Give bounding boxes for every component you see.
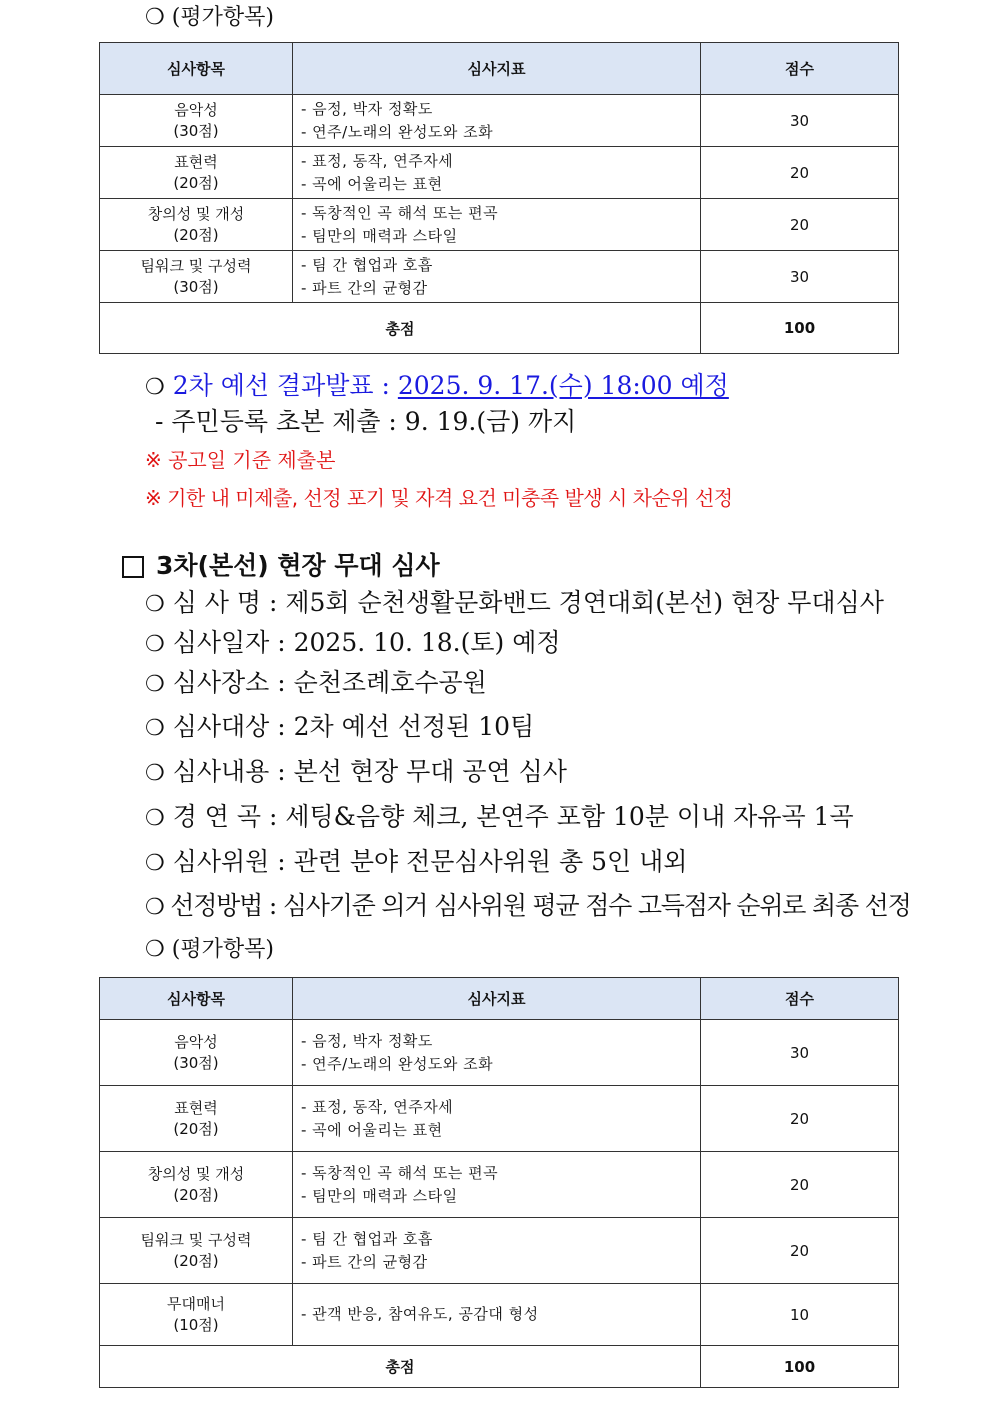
detail-key: 경 연 곡 — [172, 802, 262, 831]
indicator-cell: - 팀 간 협업과 호흡 - 파트 간의 균형감 — [293, 251, 701, 303]
header-indicator: 심사지표 — [293, 978, 701, 1020]
announce-line — [145, 366, 729, 402]
table-row — [100, 251, 899, 303]
header-indicator: 심사지표 — [293, 43, 701, 95]
eval-heading-bottom — [145, 932, 274, 963]
detail-value: 관련 분야 전문심사위원 총 5인 내외 — [293, 847, 688, 876]
note-line-1: ※ 공고일 기준 제출본 — [145, 448, 336, 472]
score-cell: 20 — [701, 1218, 899, 1284]
detail-value: 2차 예선 선정된 10팀 — [293, 712, 535, 741]
total-value: 100 — [701, 1346, 899, 1388]
eval-table-3rd — [99, 977, 899, 1388]
table-row — [100, 95, 899, 147]
item-cell: 표현력 (20점) — [100, 147, 293, 199]
detail-key: 심사일자 — [172, 628, 270, 657]
total-row — [100, 1346, 899, 1388]
eval-heading-top — [145, 0, 274, 31]
circle-bullet-icon: ❍ — [145, 851, 165, 876]
score-cell: 20 — [701, 1152, 899, 1218]
item-cell: 팀워크 및 구성력 (30점) — [100, 251, 293, 303]
detail-line: ❍ 심 사 명 : 제5회 순천생활문화밴드 경연대회(본선) 현장 무대심사 — [145, 588, 884, 617]
detail-key: 심사대상 — [172, 712, 270, 741]
score-cell: 30 — [701, 1020, 899, 1086]
score-cell: 20 — [701, 1086, 899, 1152]
score-cell: 20 — [701, 147, 899, 199]
total-label: 총점 — [100, 303, 701, 354]
detail-key: 선정방법 — [170, 891, 263, 920]
header-score: 점수 — [701, 43, 899, 95]
circle-bullet-icon: ❍ — [145, 806, 165, 831]
circle-bullet-icon: ❍ — [145, 895, 164, 920]
announce-label: 2차 예선 결과발표 : — [172, 371, 398, 400]
indicator-cell: - 음정, 박자 정확도 - 연주/노래의 완성도와 조화 — [293, 95, 701, 147]
header-item: 심사항목 — [100, 43, 293, 95]
indicator-cell: - 독창적인 곡 해석 또는 편곡 - 팀만의 매력과 스타일 — [293, 199, 701, 251]
eval-heading-label: (평가항목) — [171, 5, 274, 30]
total-row — [100, 303, 899, 354]
score-cell: 30 — [701, 251, 899, 303]
score-cell: 30 — [701, 95, 899, 147]
detail-key: 심 사 명 — [172, 588, 262, 617]
table-header-row — [100, 43, 899, 95]
table-row — [100, 199, 899, 251]
score-cell: 10 — [701, 1284, 899, 1346]
detail-line: ❍ 심사내용 : 본선 현장 무대 공연 심사 — [145, 757, 567, 786]
announce-date: 2025. 9. 17.(수) 18:00 예정 — [397, 371, 729, 400]
detail-value: 제5회 순천생활문화밴드 경연대회(본선) 현장 무대심사 — [285, 588, 884, 617]
circle-bullet-icon: ❍ — [145, 592, 165, 617]
item-cell: 무대매너 (10점) — [100, 1284, 293, 1346]
total-value: 100 — [701, 303, 899, 354]
detail-value: 2025. 10. 18.(토) 예정 — [293, 628, 561, 657]
table-row — [100, 1152, 899, 1218]
indicator-cell: - 관객 반응, 참여유도, 공감대 형성 — [293, 1284, 701, 1346]
score-cell: 20 — [701, 199, 899, 251]
total-label: 총점 — [100, 1346, 701, 1388]
detail-value: 세팅&음향 체크, 본연주 포함 10분 이내 자유곡 1곡 — [285, 802, 854, 831]
circle-bullet-icon: ❍ — [145, 632, 165, 657]
detail-key: 심사내용 — [172, 757, 270, 786]
circle-bullet-icon: ❍ — [145, 672, 165, 697]
indicator-cell: - 표정, 동작, 연주자세 - 곡에 어울리는 표현 — [293, 1086, 701, 1152]
header-score: 점수 — [701, 978, 899, 1020]
item-cell: 창의성 및 개성 (20점) — [100, 199, 293, 251]
circle-bullet-icon: ❍ — [145, 761, 165, 786]
submission-line: - 주민등록 초본 제출 : 9. 19.(금) 까지 — [155, 407, 577, 436]
eval-heading-label: (평가항목) — [171, 937, 274, 962]
header-item: 심사항목 — [100, 978, 293, 1020]
table-row — [100, 1086, 899, 1152]
indicator-cell: - 팀 간 협업과 호흡 - 파트 간의 균형감 — [293, 1218, 701, 1284]
item-cell: 팀워크 및 구성력 (20점) — [100, 1218, 293, 1284]
detail-key: 심사위원 — [172, 847, 270, 876]
circle-bullet-icon: ❍ — [145, 937, 165, 962]
detail-line: ❍ 심사일자 : 2025. 10. 18.(토) 예정 — [145, 628, 561, 657]
table-row — [100, 1284, 899, 1346]
detail-line: ❍ 심사위원 : 관련 분야 전문심사위원 총 5인 내외 — [145, 847, 688, 876]
detail-line: ❍ 심사장소 : 순천조례호수공원 — [145, 668, 487, 697]
checkbox-icon — [122, 556, 144, 578]
item-cell: 창의성 및 개성 (20점) — [100, 1152, 293, 1218]
detail-value: 본선 현장 무대 공연 심사 — [293, 757, 567, 786]
item-cell: 음악성 (30점) — [100, 95, 293, 147]
detail-line: ❍ 경 연 곡 : 세팅&음향 체크, 본연주 포함 10분 이내 자유곡 1곡 — [145, 802, 854, 831]
table-row — [100, 1020, 899, 1086]
detail-line: ❍ 선정방법 : 심사기준 의거 심사위원 평균 점수 고득점자 순위로 최종 선정 — [145, 891, 911, 920]
indicator-cell: - 음정, 박자 정확도 - 연주/노래의 완성도와 조화 — [293, 1020, 701, 1086]
section3-title: 3차(본선) 현장 무대 심사 — [122, 546, 440, 582]
detail-key: 심사장소 — [172, 668, 270, 697]
circle-bullet-icon: ❍ — [145, 375, 165, 400]
eval-table-2nd — [99, 42, 899, 354]
table-row — [100, 147, 899, 199]
note-line-2: ※ 기한 내 미제출, 선정 포기 및 자격 요건 미충족 발생 시 차순위 선정 — [145, 486, 733, 510]
circle-bullet-icon: ❍ — [145, 716, 165, 741]
item-cell: 음악성 (30점) — [100, 1020, 293, 1086]
table-header-row — [100, 978, 899, 1020]
table-row — [100, 1218, 899, 1284]
item-cell: 표현력 (20점) — [100, 1086, 293, 1152]
indicator-cell: - 표정, 동작, 연주자세 - 곡에 어울리는 표현 — [293, 147, 701, 199]
detail-value: 심사기준 의거 심사위원 평균 점수 고득점자 순위로 최종 선정 — [282, 891, 911, 920]
detail-line: ❍ 심사대상 : 2차 예선 선정된 10팀 — [145, 712, 535, 741]
circle-bullet-icon: ❍ — [145, 5, 165, 30]
indicator-cell: - 독창적인 곡 해석 또는 편곡 - 팀만의 매력과 스타일 — [293, 1152, 701, 1218]
detail-value: 순천조례호수공원 — [293, 668, 487, 697]
